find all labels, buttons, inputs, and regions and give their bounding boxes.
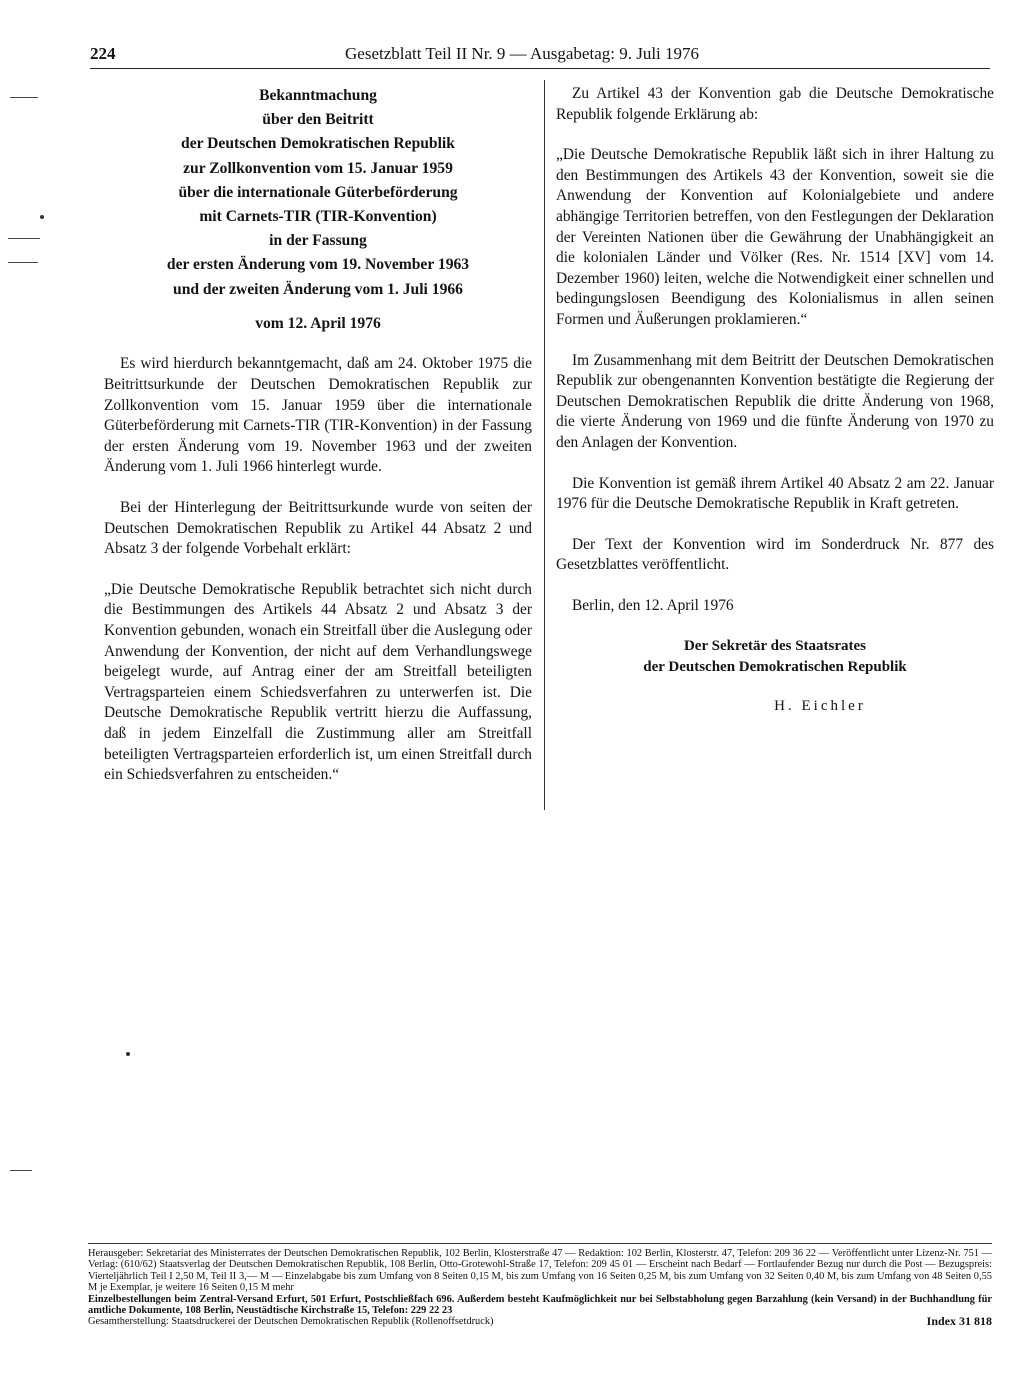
page-number: 224 <box>90 44 116 63</box>
imprint-footer <box>88 1243 992 1328</box>
heading-line: über den Beitritt <box>262 111 374 129</box>
left-column <box>104 84 532 806</box>
heading-line: über die internationale Güterbeförderung <box>178 183 458 201</box>
imprint-ordering: Einzelbestellungen beim Zentral-Versand Erfurt, 501 Erfurt, Postschließfach 696. Außerdem besteht Kaufmöglichkeit nur bei Selbstabholung gegen Barzahlung (kein Versand) in der Buchhandlung für amtliche Dokumente, 108 Berlin, Neustädtische Kirchstraße 15, Telefon: 229 22 23 <box>88 1293 992 1317</box>
signature-line: der Deutschen Demokratischen Republik <box>643 659 907 676</box>
printer-line: Gesamtherstellung: Staatsdruckerei der Deutschen Demokratischen Republik (Rollenoffsetdruck) <box>88 1316 494 1328</box>
right-column <box>556 84 994 717</box>
margin-mark <box>10 1170 32 1171</box>
heading-line: mit Carnets-TIR (TIR-Konvention) <box>199 208 437 226</box>
running-title: Gesetzblatt Teil II Nr. 9 — Ausgabetag: 9. Juli 1976 <box>345 44 700 63</box>
heading-line: Bekanntmachung <box>259 87 377 104</box>
index-number: Index 31 818 <box>926 1314 992 1329</box>
declaration-quote: „Die Deutsche Demokratische Republik läßt sich in ihrer Haltung zu den Bestimmungen des Artikels 43 der Konvention, soweit sie die Anwendung der Konvention auf Kolonialgebiete und andere abhängige Territorien betreffen, von den Festlegungen der Deklaration der Vereinten Nationen über die Gewährung der Unabhängigkeit an die kolonialen Länder und Völker (Res. Nr. 1514 [XV] vom 14. Dezember 1960) leiten, welche die Notwendigkeit einer schnellen und bedingungslosen Beendigung des Kolonialismus in allen seinen Formen und Äußerungen proklamieren.“ <box>556 146 994 328</box>
paragraph: Bei der Hinterlegung der Beitrittsurkunde wurde von seiten der Deutschen Demokratischen Republik zu Artikel 44 Absatz 2 und Absatz 3 der folgende Vorbehalt erklärt: <box>104 498 532 558</box>
heading-line: zur Zollkonvention vom 15. Januar 1959 <box>183 159 453 177</box>
signature-name: H. Eichler <box>774 698 866 715</box>
column-divider <box>544 80 545 810</box>
announcement-date: vom 12. April 1976 <box>255 314 381 332</box>
margin-mark <box>8 262 38 263</box>
heading-line: in der Fassung <box>269 232 367 250</box>
signature-line: Der Sekretär des Staatsrates <box>683 638 867 655</box>
page-header <box>90 44 990 69</box>
heading-line: der ersten Änderung vom 19. November 1963 <box>166 256 470 274</box>
signature-organisation <box>556 636 994 678</box>
scan-speck <box>126 1052 130 1056</box>
margin-mark <box>8 238 40 239</box>
paragraph: Im Zusammenhang mit dem Beitritt der Deutschen Demokratischen Republik zur obengenannten Konvention bestätigte die Regierung der Deutschen Demokratischen Republik die dritte Änderung von 1968, die vierte Änderung von 1969 und die fünfte Änderung von 1970 zu den Anlagen der Konvention. <box>556 351 994 451</box>
paragraph: Zu Artikel 43 der Konvention gab die Deutsche Demokratische Republik folgende Erklärung ab: <box>556 85 994 123</box>
place-date: Berlin, den 12. April 1976 <box>572 596 734 614</box>
imprint-text: Herausgeber: Sekretariat des Ministerrates der Deutschen Demokratischen Republik, 102 Berlin, Klosterstraße 47 — Redaktion: 102 Berlin, Klosterstr. 47, Telefon: 209 36 22 — Veröffentlicht unter Lizenz-Nr. 751 — Verlag: (610/62) Staatsverlag der Deutschen Demokratischen Republik, 108 Berlin, Otto-Grotewohl-Straße 17, Telefon: 209 45 01 — Erscheint nach Bedarf — Fortlaufender Bezug nur durch die Post — Bezugspreis: Vierteljährlich Teil I 2,50 M, Teil II 3,— M — Einzelabgabe bis zum Umfang von 8 Seiten 0,15 M, bis zum Umfang von 16 Seiten 0,25 M, bis zum Umfang von 32 Seiten 0,40 M, bis zum Umfang von 48 Seiten 0,55 M je Exemplar, je weitere 16 Seiten 0,15 M mehr <box>88 1248 992 1294</box>
announcement-heading <box>104 84 532 302</box>
scan-speck <box>40 215 44 219</box>
heading-line: und der zweiten Änderung vom 1. Juli 1966 <box>173 280 463 298</box>
paragraph: Es wird hierdurch bekanntgemacht, daß am 24. Oktober 1975 die Beitrittsurkunde der Deutschen Demokratischen Republik zur Zollkonvention vom 15. Januar 1959 über die internationale Güterbeförderung mit Carnets-TIR (TIR-Konvention) in der Fassung der ersten Änderung vom 19. November 1963 und der zweiten Änderung vom 1. Juli 1966 hinterlegt wurde. <box>104 355 532 476</box>
paragraph: Der Text der Konvention wird im Sonderdruck Nr. 877 des Gesetzblattes veröffentlicht. <box>556 535 994 574</box>
heading-line: der Deutschen Demokratischen Republik <box>181 135 455 153</box>
reservation-quote: „Die Deutsche Demokratische Republik betrachtet sich nicht durch die Bestimmungen des Artikels 44 Absatz 2 und Absatz 3 der Konvention gebunden, wonach ein Streitfall über die Auslegung oder Anwendung der Konvention, der nicht auf dem Verhandlungswege beigelegt wurde, auf Antrag einer der am Streitfall beteiligten Vertragsparteien einem Schiedsverfahren zu unterwerfen ist. Die Deutsche Demokratische Republik vertritt hierzu die Auffassung, daß in jedem Einzelfall die Zustimmung aller am Streitfall beteiligten Vertragsparteien erforderlich ist, um einen Streitfall durch ein Schiedsverfahren zu entscheiden.“ <box>104 580 532 784</box>
imprint-last-line <box>88 1316 992 1327</box>
paragraph: Die Konvention ist gemäß ihrem Artikel 40 Absatz 2 am 22. Januar 1976 für die Deutsche Demokratische Republik in Kraft getreten. <box>556 474 994 513</box>
margin-mark <box>10 97 38 98</box>
